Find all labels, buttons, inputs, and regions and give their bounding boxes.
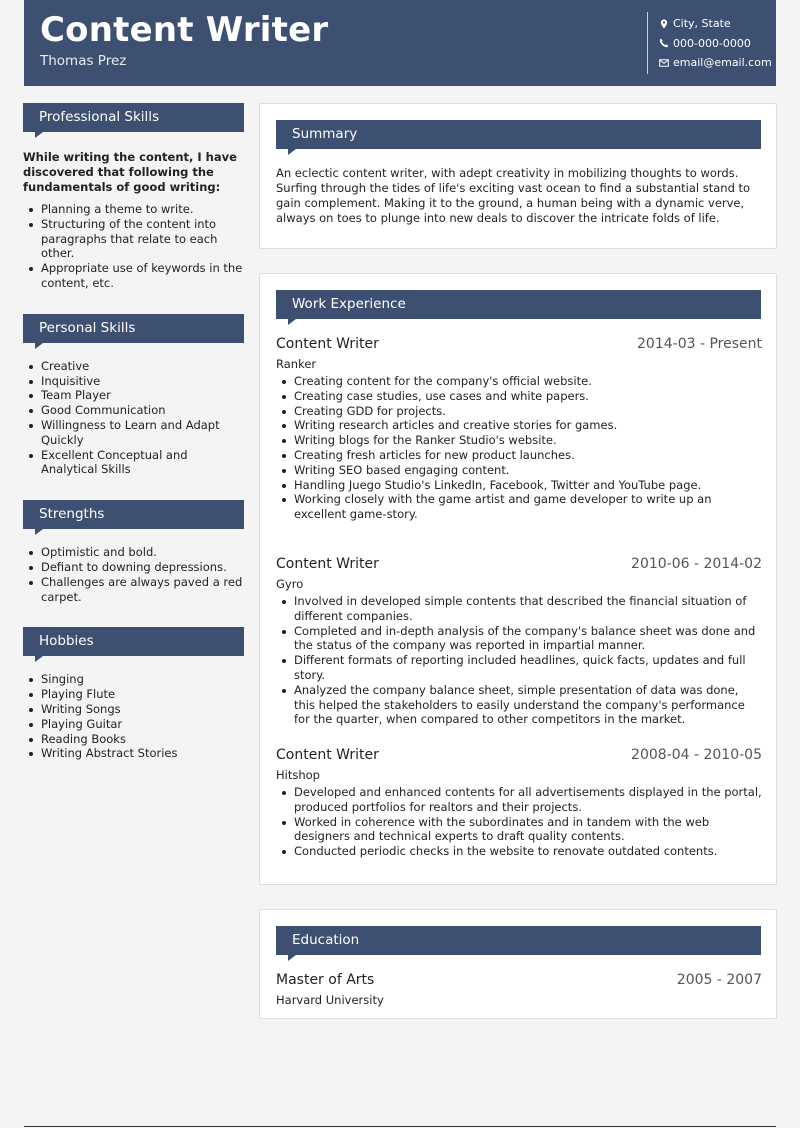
section-heading: Hobbies (23, 627, 244, 656)
list-item: Creating content for the company's official website. (276, 374, 762, 389)
school-name: Harvard University (276, 993, 384, 1007)
list-item: Excellent Conceptual and Analytical Skills (23, 448, 244, 478)
professional-skills-list (23, 202, 244, 291)
mail-icon (657, 58, 671, 68)
page-bottom-rule (24, 1126, 776, 1127)
phone-icon (657, 38, 671, 48)
list-item: Conducted periodic checks in the website to renovate outdated contents. (276, 844, 762, 859)
list-item: Defiant to downing depressions. (23, 560, 244, 575)
job-bullets (276, 785, 762, 859)
degree-title: Master of Arts (276, 972, 375, 988)
list-item: Analyzed the company balance sheet, simple presentation of data was done, this helped the stakeholders to easily understand the company's performance for the quarter, when compared to other competitors in the market. (276, 683, 762, 727)
list-item: Singing (23, 672, 244, 687)
education-card (259, 909, 777, 1019)
company-name: Hitshop (276, 768, 320, 782)
list-item: Developed and enhanced contents for all advertisements displayed in the portal, produced portfolios for realtors and their projects. (276, 785, 762, 815)
job-dates: 2010-06 - 2014-02 (631, 556, 762, 572)
header-divider (647, 12, 648, 74)
list-item: Creating GDD for projects. (276, 404, 762, 419)
section-heading: Work Experience (276, 290, 761, 319)
left-column (23, 103, 244, 761)
education-entry (276, 972, 762, 1007)
list-item: Willingness to Learn and Adapt Quickly (23, 418, 244, 448)
job-title: Content Writer (276, 336, 379, 352)
job-entry (276, 556, 762, 727)
list-item: Creating fresh articles for new product launches. (276, 448, 762, 463)
email-link[interactable]: email@email.com (673, 56, 772, 70)
strengths-list (23, 545, 244, 604)
list-item: Handling Juego Studio's LinkedIn, Facebook, Twitter and YouTube page. (276, 478, 762, 493)
section-heading: Summary (276, 120, 761, 149)
resume-header (24, 0, 776, 86)
job-dates: 2008-04 - 2010-05 (631, 747, 762, 763)
job-entry (276, 747, 762, 859)
hobbies-list (23, 672, 244, 761)
company-name: Ranker (276, 357, 317, 371)
list-item: Creative (23, 359, 244, 374)
phone-text: 000-000-0000 (673, 36, 751, 50)
list-item: Inquisitive (23, 374, 244, 389)
list-item: Playing Flute (23, 687, 244, 702)
list-item: Involved in developed simple contents that described the financial situation of different companies. (276, 594, 762, 624)
summary-card (259, 103, 777, 249)
list-item: Playing Guitar (23, 717, 244, 732)
list-item: Optimistic and bold. (23, 545, 244, 560)
section-heading: Personal Skills (23, 314, 244, 343)
list-item: Worked in coherence with the subordinates and in tandem with the web designers and technical experts to draft quality contents. (276, 815, 762, 845)
list-item: Creating case studies, use cases and white papers. (276, 389, 762, 404)
list-item: Writing research articles and creative stories for games. (276, 418, 762, 433)
personal-skills-section (23, 314, 244, 477)
resume-title: Content Writer (40, 10, 329, 50)
location-pin-icon (657, 19, 671, 29)
list-item: Writing SEO based engaging content. (276, 463, 762, 478)
company-name: Gyro (276, 577, 304, 591)
professional-skills-intro: While writing the content, I have discovered that following the fundamentals of good writing: (23, 150, 237, 194)
list-item: Writing Abstract Stories (23, 746, 244, 761)
location-text: City, State (673, 17, 731, 31)
list-item: Different formats of reporting included headlines, quick facts, updates and full story. (276, 653, 762, 683)
contact-info (657, 14, 772, 73)
list-item: Good Communication (23, 403, 244, 418)
list-item: Planning a theme to write. (23, 202, 244, 217)
job-title: Content Writer (276, 556, 379, 572)
education-dates: 2005 - 2007 (676, 972, 762, 988)
professional-skills-section (23, 103, 244, 291)
list-item: Writing blogs for the Ranker Studio's website. (276, 433, 762, 448)
job-dates: 2014-03 - Present (637, 336, 762, 352)
job-bullets (276, 374, 762, 522)
list-item: Structuring of the content into paragraphs that relate to each other. (23, 217, 244, 261)
candidate-name: Thomas Prez (40, 53, 127, 69)
section-heading: Education (276, 926, 761, 955)
list-item: Writing Songs (23, 702, 244, 717)
list-item: Challenges are always paved a red carpet. (23, 575, 244, 605)
work-experience-card (259, 273, 777, 885)
list-item: Appropriate use of keywords in the content, etc. (23, 261, 244, 291)
section-heading: Strengths (23, 500, 244, 529)
strengths-section (23, 500, 244, 604)
section-heading: Professional Skills (23, 103, 244, 132)
job-title: Content Writer (276, 747, 379, 763)
list-item: Team Player (23, 388, 244, 403)
job-bullets (276, 594, 762, 727)
list-item: Reading Books (23, 732, 244, 747)
job-entry (276, 336, 762, 522)
list-item: Completed and in-depth analysis of the company's balance sheet was done and the status of the company was reported in impartial manner. (276, 624, 762, 654)
personal-skills-list (23, 359, 244, 477)
list-item: Working closely with the game artist and game developer to write up an excellent game-story. (276, 492, 762, 522)
summary-text: An eclectic content writer, with adept creativity in mobilizing thoughts to words. Surfing through the tides of life's exciting vast ocean to find a substantial stand to gain complement. Making it to the ground, a human being with a dynamic verve, always on toes to plunge into new deals to discover the intricate folds of life. (276, 166, 751, 225)
hobbies-section (23, 627, 244, 761)
